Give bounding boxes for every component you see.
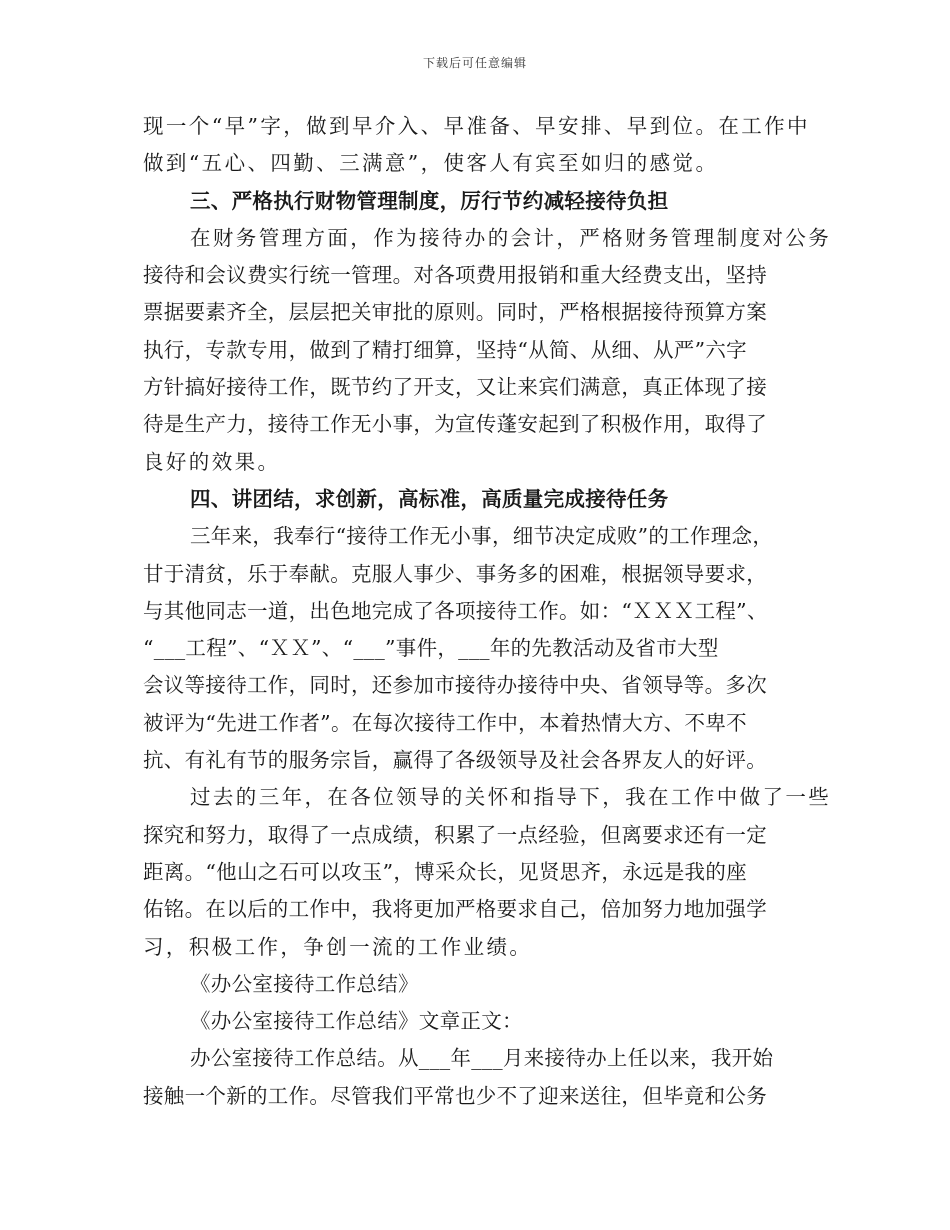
body-line-7: 执行，专款专用，做到了精打细算，坚持“从简、从细、从严”六字 — [143, 337, 747, 362]
body-line-13: 甘于清贫，乐于奉献。克服人事少、事务多的困难，根据领导要求， — [143, 561, 767, 586]
document-body — [143, 108, 832, 1115]
body-line-2: 做到“五心、四勤、三满意”，使客人有宾至如归的感觉。 — [143, 151, 719, 176]
body-line-10: 良好的效果。 — [143, 449, 281, 474]
body-line-8: 方针搞好接待工作，既节约了开支，又让来宾们满意，真正体现了接 — [143, 375, 767, 400]
paragraph-first-line: 过去的三年，在各位领导的关怀和指导下，我在工作中做了一些 — [190, 785, 832, 810]
section-heading-3: 三、严格执行财物管理制度，厉行节约减轻接待负担 — [190, 188, 669, 213]
body-line-23: 习，积极工作，争创一流的工作业绩。 — [143, 934, 533, 959]
body-line-17: 被评为“先进工作者”。在每次接待工作中，本着热情大方、不卑不 — [143, 710, 747, 735]
article-title-body-label: 《办公室接待工作总结》文章正文： — [190, 1009, 523, 1034]
body-line-9: 待是生产力，接待工作无小事，为宣传蓬安起到了积极作用，取得了 — [143, 412, 767, 437]
paragraph-first-line: 办公室接待工作总结。从___年___月来接待办上任以来，我开始 — [190, 1046, 774, 1071]
body-line-22: 佑铭。在以后的工作中，我将更加严格要求自己，倍加努力地加强学 — [143, 897, 767, 922]
article-title-line: 《办公室接待工作总结》 — [190, 971, 419, 996]
body-line-5: 接待和会议费实行统一管理。对各项费用报销和重大经费支出，坚持 — [143, 263, 767, 288]
body-line-1: 现一个“早”字，做到早介入、早准备、早安排、早到位。在工作中 — [143, 114, 810, 138]
body-line-16: 会议等接待工作，同时，还参加市接待办接待中央、省领导等。多次 — [143, 673, 767, 698]
page-header: 下载后可任意编辑 — [422, 56, 527, 70]
body-line-14: 与其他同志一道，出色地完成了各项接待工作。如：“ＸＸＸ工程”、 — [143, 598, 768, 623]
paragraph-first-line: 三年来，我奉行“接待工作无小事，细节决定成败”的工作理念， — [190, 524, 774, 549]
body-line-6: 票据要素齐全，层层把关审批的原则。同时，严格根据接待预算方案 — [143, 300, 767, 325]
body-line-21: 距离。“他山之石可以攻玉”，博采众长，见贤思齐，永远是我的座 — [143, 859, 747, 884]
body-line-15: “___工程”、“ＸＸ”、“___”事件，___年的先教活动及省市大型 — [143, 636, 719, 661]
section-heading-4: 四、讲团结，求创新，高标准，高质量完成接待任务 — [190, 486, 669, 511]
body-line-18: 抗、有礼有节的服务宗旨，赢得了各级领导及社会各界友人的好评。 — [143, 748, 767, 773]
body-line-20: 探究和努力，取得了一点成绩，积累了一点经验，但离要求还有一定 — [143, 822, 767, 847]
paragraph-first-line: 在财务管理方面，作为接待办的会计，严格财务管理制度对公务 — [190, 225, 832, 250]
body-line-27: 接触一个新的工作。尽管我们平常也少不了迎来送往，但毕竟和公务 — [143, 1083, 767, 1108]
